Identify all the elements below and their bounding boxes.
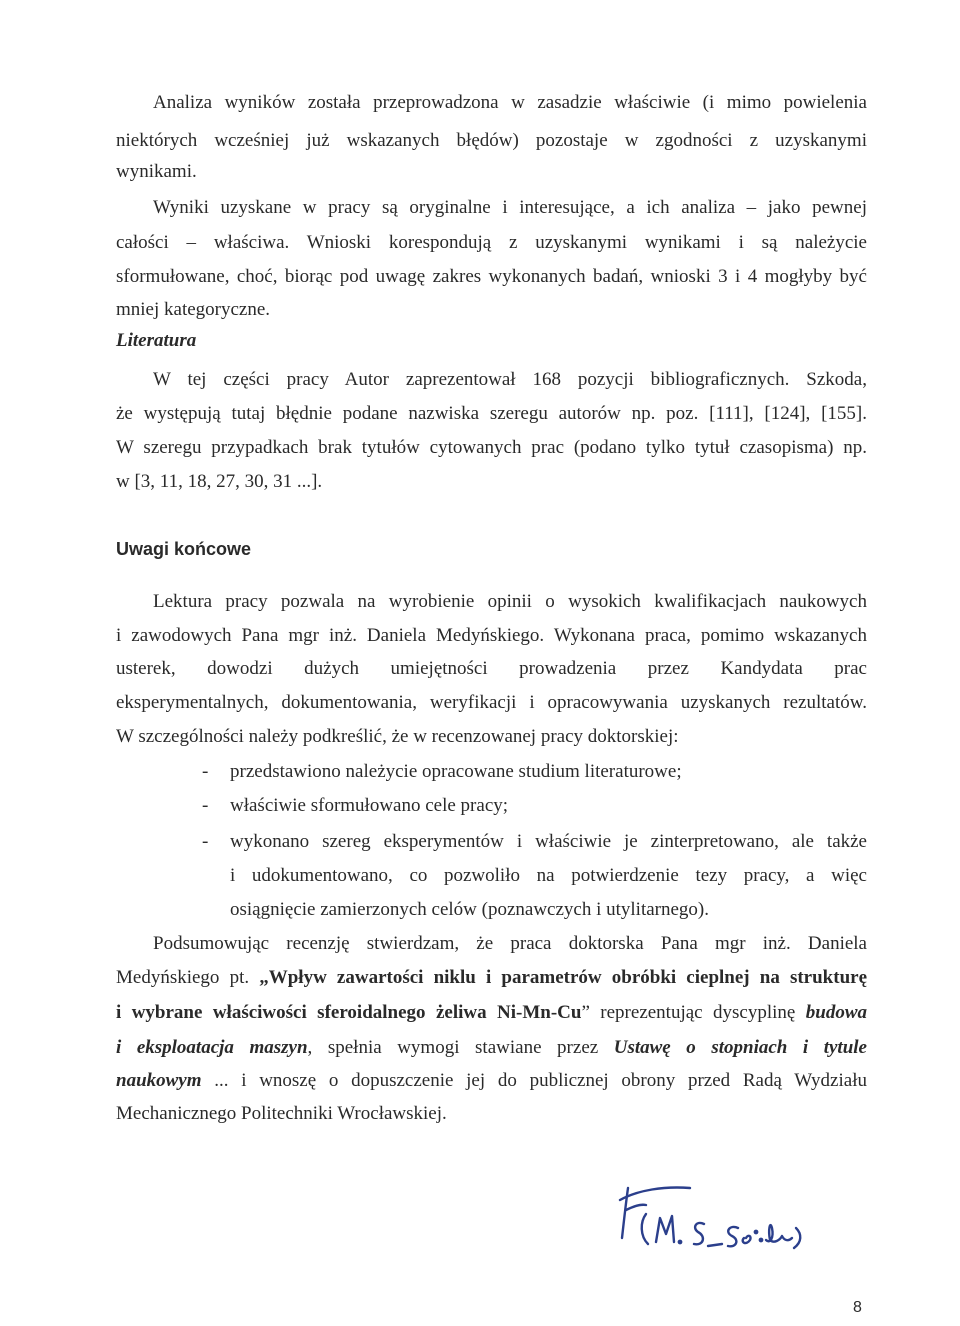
- paragraph-line: W tej części pracy Autor zaprezentował 168 pozycji bibliograficznych. Szkoda,: [153, 369, 867, 390]
- paragraph-line: niektórych wcześniej już wskazanych błędów) pozostaje w zgodności z uzyskanymi: [116, 130, 867, 151]
- paragraph-line: usterek, dowodzi dużych umiejętności prowadzenia przez Kandydata prac: [116, 658, 867, 679]
- bullet-item-continued: osiągnięcie zamierzonych celów (poznawczych i utylitarnego).: [230, 899, 710, 920]
- thesis-title: i wybrane właściwości sferoidalnego żeliwa Ni-Mn-Cu: [116, 1002, 582, 1023]
- paragraph-line: [116, 1071, 867, 1090]
- bullet-item: wykonano szereg eksperymentów i właściwie je zinterpretowano, ale także: [230, 831, 867, 852]
- bullet-mark: -: [202, 761, 209, 782]
- discipline-name: i eksploatacja maszyn: [116, 1037, 308, 1058]
- paragraph-line: całości – właściwa. Wnioski korespondują z uzyskanymi wynikami i są należycie: [116, 232, 867, 253]
- paragraph-line: eksperymentalnych, dokumentowania, weryfikacji i opracowywania uzyskanych rezultatów.: [116, 692, 867, 713]
- act-name: naukowym: [116, 1070, 202, 1091]
- paragraph-line: wynikami.: [116, 161, 197, 182]
- page-number: 8: [853, 1299, 862, 1316]
- text-run: ... i wnoszę o dopuszczenie jej do publicznej obrony przed Radą Wydziału: [201, 1070, 867, 1091]
- paragraph-line: Podsumowując recenzję stwierdzam, że praca doktorska Pana mgr inż. Daniela: [153, 933, 867, 954]
- paragraph-line: Mechanicznego Politechniki Wrocławskiej.: [116, 1103, 447, 1124]
- paragraph-line: W szeregu przypadkach brak tytułów cytowanych prac (podano tylko tytuł czasopisma) np.: [116, 437, 867, 458]
- paragraph-line: [116, 1038, 867, 1057]
- paragraph-line: Analiza wyników została przeprowadzona w zasadzie właściwie (i mimo powielenia: [153, 92, 867, 113]
- paragraph-line: i zawodowych Pana mgr inż. Daniela Medyńskiego. Wykonana praca, pomimo wskazanych: [116, 625, 867, 646]
- paragraph-line: [116, 1003, 867, 1022]
- bullet-item-continued: i udokumentowano, co pozwoliło na potwierdzenie tezy pracy, a więc: [230, 865, 867, 886]
- bullet-item: właściwie sformułowano cele pracy;: [230, 795, 509, 816]
- bullet-mark: -: [202, 831, 209, 852]
- handwritten-signature: [612, 1180, 822, 1250]
- text-run: ” reprezentując dyscyplinę: [581, 1002, 806, 1023]
- text-run: , spełnia wymogi stawiane przez: [307, 1037, 614, 1058]
- paragraph-line: sformułowane, choć, biorąc pod uwagę zakres wykonanych badań, wnioski 3 i 4 mogłyby być: [116, 266, 867, 287]
- discipline-name: budowa: [805, 1002, 868, 1023]
- paragraph-line: Lektura pracy pozwala na wyrobienie opinii o wysokich kwalifikacjach naukowych: [153, 591, 867, 612]
- paragraph-line: W szczególności należy podkreślić, że w recenzowanej pracy doktorskiej:: [116, 726, 679, 747]
- bullet-mark: -: [202, 795, 209, 816]
- section-heading-literature: Literatura: [116, 330, 197, 351]
- paragraph-line: Wyniki uzyskane w pracy są oryginalne i interesujące, a ich analiza – jako pewnej: [153, 197, 867, 218]
- paragraph-line: [116, 968, 867, 987]
- bullet-item: przedstawiono należycie opracowane studium literaturowe;: [230, 761, 682, 782]
- paragraph-line: że występują tutaj błędnie podane nazwiska szeregu autorów np. poz. [111], [124], [155].: [116, 403, 867, 424]
- text-run: Medyńskiego pt.: [116, 967, 260, 988]
- paragraph-line: mniej kategoryczne.: [116, 299, 271, 320]
- thesis-title: „Wpływ zawartości niklu i parametrów obróbki cieplnej na strukturę: [259, 967, 867, 988]
- paragraph-line: w [3, 11, 18, 27, 30, 31 ...].: [116, 471, 323, 492]
- act-name: Ustawę o stopniach i tytule: [613, 1037, 867, 1058]
- section-heading-final-remarks: Uwagi końcowe: [116, 539, 252, 559]
